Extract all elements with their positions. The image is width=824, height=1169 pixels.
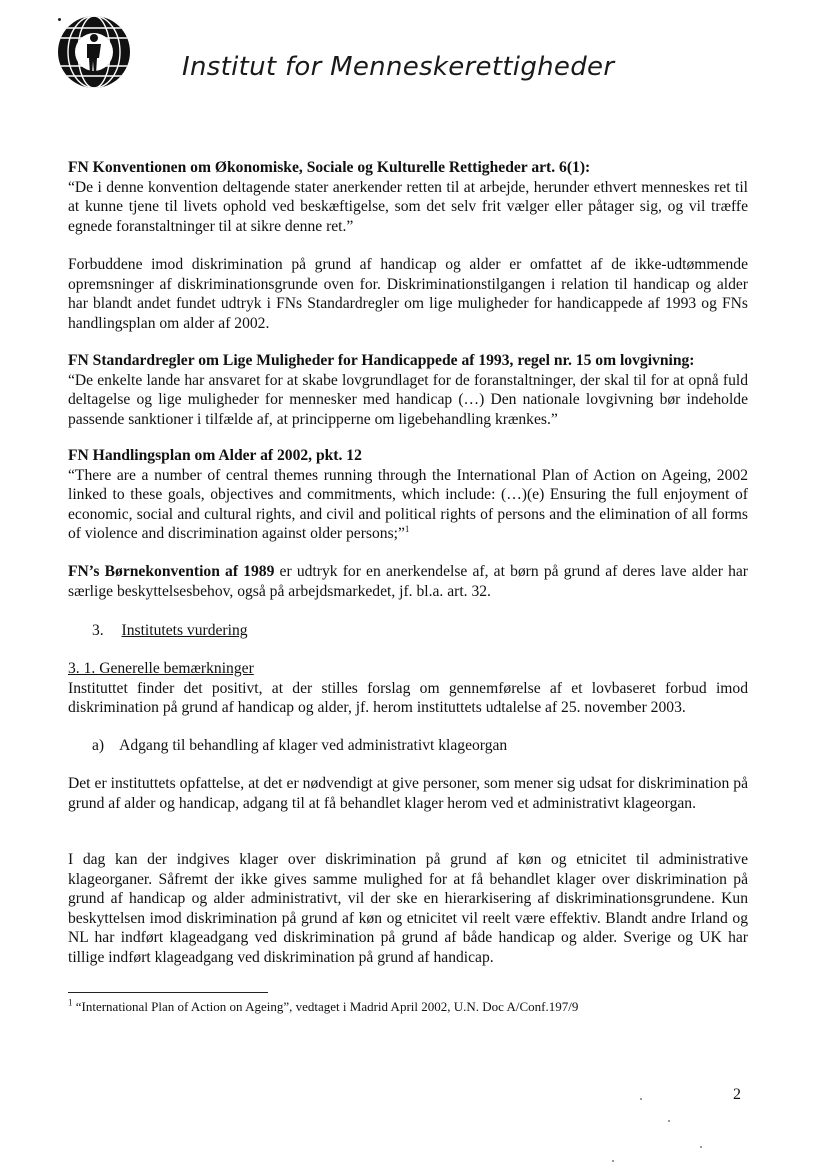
subsection-general-remarks [68, 659, 748, 718]
section-icescr [68, 158, 748, 236]
list-item-a [92, 736, 772, 756]
section-heading: FN Konventionen om Økonomiske, Sociale og Kulturelle Rettigheder art. 6(1): [68, 159, 591, 176]
paragraph-complaints: I dag kan der indgives klager over diskrimination på grund af køn og etnicitet til administrative klageorganer. Såfremt der ikke gives samme mulighed for at få behandlet klager over diskrimination på grund af handicap og alder administrativt, vil der ske en hierarkisering af diskriminationsgrundene. Kun beskyttelsen imod diskrimination på grund af køn og etnicitet vil reelt være effektiv. Blandt andre Irland og NL har indført klageadgang ved diskrimination på grund af både handicap og alder. Sverige og UK har tillige indført klageadgang ved diskrimination på grund af handicap. [68, 851, 748, 966]
scan-speck [700, 1146, 702, 1148]
paragraph-text: Instituttet finder det positivt, at der stilles forslag om gennemførelse af et lovbaseret forbud imod diskrimination på grund af handicap og alder, jf. herom instituttets udtalelse af 25. november 2003. [68, 679, 748, 717]
section-heading: FN Handlingsplan om Alder af 2002, pkt. 12 [68, 447, 362, 464]
footnote-number: 1 [68, 997, 73, 1008]
paragraph-discrimination-grounds: Forbuddene imod diskrimination på grund af handicap og alder er omfattet af de ikke-udtømmende opremsninger af diskriminationsgrunde oven for. Diskriminationstilgangen i relation til handicap og alder har blandt andet fundet udtryk i FNs Standardregler om lige muligheder for handicappede af 1993 og FNs handlingsplan om alder af 2002. [68, 256, 748, 332]
quote-text: “De enkelte lande har ansvaret for at skabe lovgrundlaget for de foranstaltninger, der skal til for at opnå fuld deltagelse og lige muligheder for mennesker med handicap (…) Den nationale lovgivning bør indeholde passende sanktioner i tilfælde af, at principperne om ligebehandling krænkes.” [68, 371, 748, 428]
list-number: 3. [92, 622, 104, 639]
list-label: Adgang til behandling af klager ved administrativt klageorgan [119, 737, 508, 754]
quote-text-with-footnote [68, 466, 748, 544]
list-letter: a) [92, 737, 105, 754]
human-figure-globe-logo-icon [56, 14, 132, 90]
institute-name: Institut for Menneskerettigheder [182, 52, 615, 82]
subsection-heading: 3. 1. Generelle bemærkninger [68, 660, 254, 677]
footnote-reference[interactable]: 1 [404, 524, 410, 535]
quote-text: “De i denne konvention deltagende stater anerkender retten til at arbejde, herunder ethvert menneskes ret til at kunne tjene til livets ophold ved beskæftigelse, som det selv frit vælger eller påtager sig, og vil træffe egnede foranstaltninger til at sikre denne ret.” [68, 178, 748, 235]
numbered-heading-3 [92, 621, 772, 641]
section-heading: FN Standardregler om Lige Muligheder for Handicappede af 1993, regel nr. 15 om lovgivning: [68, 352, 695, 369]
list-label: Institutets vurdering [121, 622, 248, 639]
section-ageing-plan [68, 446, 748, 544]
scan-speck [668, 1120, 670, 1122]
footnote [68, 999, 748, 1015]
footnote-text: “International Plan of Action on Ageing”, vedtaget i Madrid April 2002, U.N. Doc A/Conf.197/9 [72, 999, 579, 1014]
scan-speck [612, 1160, 614, 1162]
paragraph-administrative-body: Det er instituttets opfattelse, at det er nødvendigt at give personer, som mener sig udsat for diskrimination på grund af alder og handicap, adgang til at få behandlet klager herom ved et administrativt klageorgan. [68, 775, 748, 812]
section-standard-rules [68, 351, 748, 429]
paragraph-childrens-convention [68, 562, 748, 601]
paragraph-text: er udtryk for en anerkendelse af, at børn på grund af deres lave alder har særlige beskyttelsesbehov, også på arbejdsmarkedet, jf. bl.a. art. 32. [68, 563, 748, 600]
bold-lead: FN’s Børnekonvention af 1989 [68, 563, 275, 580]
quote-text: “There are a number of central themes running through the International Plan of Action on Ageing, 2002 linked to these goals, objectives and commitments, which include: (…)(e) Ensuring the full enjoyment of economic, social and cultural rights, and civil and political rights of persons and the elimination of all forms of violence and discrimination against older persons;” [68, 466, 748, 543]
page-number: 2 [733, 1086, 741, 1103]
scan-speck [640, 1098, 642, 1100]
footnote-divider [68, 992, 268, 993]
